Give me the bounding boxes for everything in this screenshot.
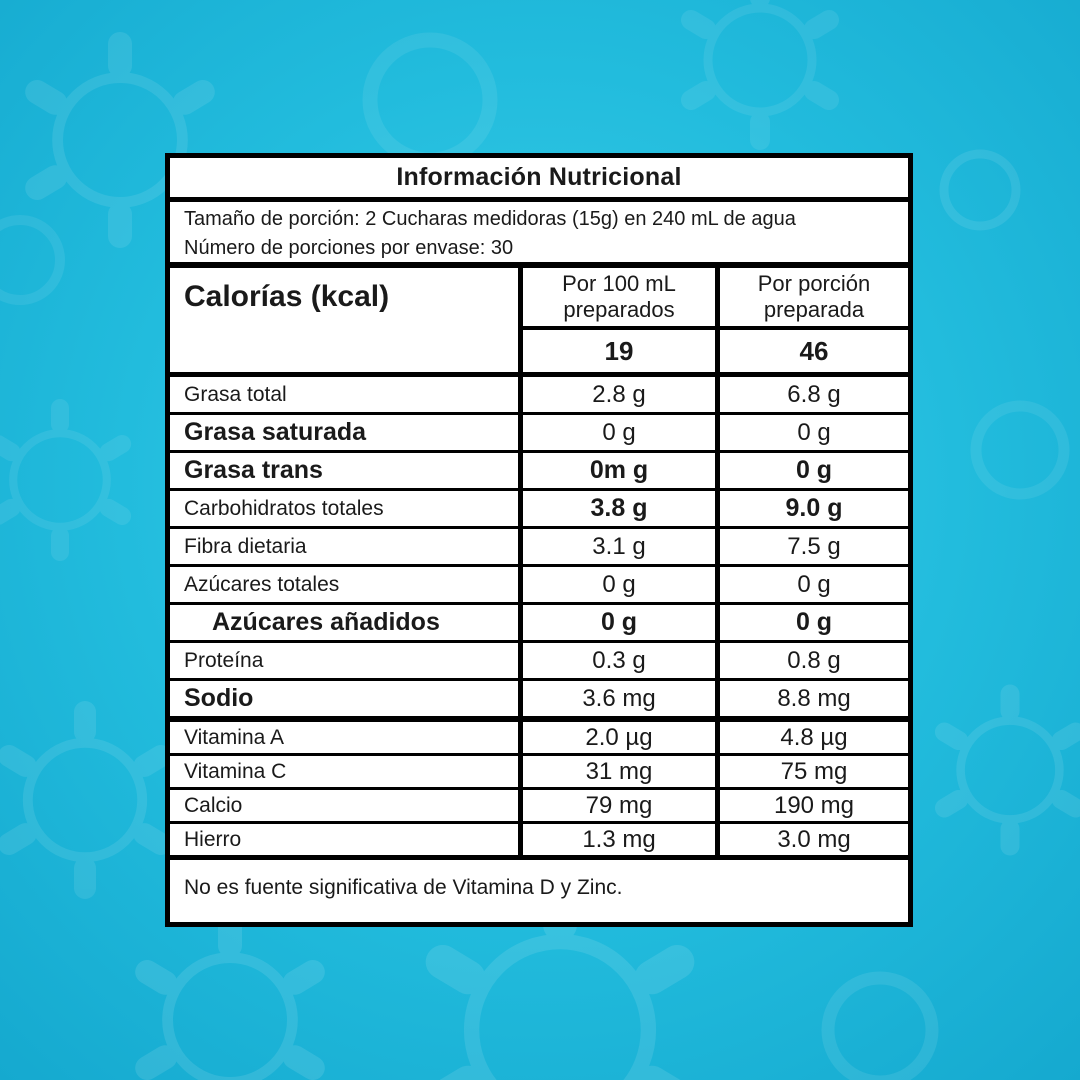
per-100ml-header: [523, 268, 715, 330]
per-100ml-value: 79 mg: [523, 790, 720, 821]
calories-header-section: [170, 268, 908, 377]
per-100ml-column: [523, 268, 720, 372]
per-portion-value: 4.8 µg: [780, 723, 848, 751]
per-100ml-value: 31 mg: [523, 756, 720, 787]
per-100ml-value: 1.3 mg: [523, 824, 720, 855]
nutrient-name: Grasa trans: [170, 453, 523, 488]
table-row: [170, 529, 908, 567]
nutrition-facts-label: [165, 153, 913, 927]
per-100ml-value: 3.8 g: [523, 491, 720, 526]
per-portion-value: 75 mg: [780, 757, 848, 785]
nutrient-name: Azúcares añadidos: [170, 605, 523, 640]
per-100ml-value: 0 g: [523, 415, 720, 450]
per-100ml-value: 2.8 g: [523, 377, 720, 412]
table-row: [170, 605, 908, 643]
table-row: [170, 453, 908, 491]
footnote: No es fuente significativa de Vitamina D y Zinc.: [184, 876, 623, 899]
per-portion-column: [720, 268, 908, 372]
nutrient-name: Vitamina C: [170, 756, 523, 787]
serving-info: [170, 202, 908, 268]
table-row: [170, 377, 908, 415]
nutrient-name: Azúcares totales: [170, 567, 523, 602]
per-portion-value: 8.8 mg: [777, 684, 851, 712]
nutrient-name: Grasa saturada: [170, 415, 523, 450]
per-portion-header-line1: Por porción: [757, 271, 871, 296]
table-row: [170, 415, 908, 453]
per-100ml-value: 0 g: [523, 605, 720, 640]
label-title: Información Nutricional: [170, 158, 908, 202]
nutrient-name: Grasa total: [170, 377, 523, 412]
per-portion-value: 7.5 g: [787, 532, 841, 560]
table-row: [170, 756, 908, 790]
table-row: [170, 790, 908, 824]
table-row: [170, 824, 908, 860]
per-portion-value: 0 g: [797, 418, 831, 446]
per-portion-value: 0.8 g: [787, 646, 841, 674]
nutrient-name: Proteína: [170, 643, 523, 678]
per-100ml-value: 2.0 µg: [523, 722, 720, 753]
per-portion-value: 0 g: [795, 456, 833, 484]
per-portion-value: 9.0 g: [785, 494, 843, 522]
nutrient-name: Hierro: [170, 824, 523, 855]
per-100ml-value: 0m g: [523, 453, 720, 488]
per-100ml-value: 3.1 g: [523, 529, 720, 564]
per-100ml-value: 3.6 mg: [523, 681, 720, 716]
per-portion-value: 6.8 g: [787, 380, 841, 408]
calories-label: Calorías (kcal): [170, 268, 523, 372]
serving-size-line: Tamaño de porción: 2 Cucharas medidoras (15g) en 240 mL de agua: [184, 208, 796, 230]
calories-per-portion-value: 46: [799, 335, 829, 366]
per-portion-value: 190 mg: [773, 791, 855, 819]
servings-per-container-line: Número de porciones por envase: 30: [184, 237, 514, 259]
table-row: [170, 643, 908, 681]
nutrient-name: Sodio: [170, 681, 523, 716]
table-row: [170, 491, 908, 529]
per-100ml-header-line2: preparados: [563, 297, 675, 322]
per-portion-header-line2: preparada: [763, 297, 865, 322]
per-portion-value: 3.0 mg: [777, 825, 851, 853]
per-portion-header: [720, 268, 908, 330]
nutrient-name: Carbohidratos totales: [170, 491, 523, 526]
table-row: [170, 681, 908, 722]
nutrient-name: Fibra dietaria: [170, 529, 523, 564]
per-100ml-value: 0 g: [523, 567, 720, 602]
per-portion-value: 0 g: [795, 608, 833, 636]
nutrient-rows: [170, 377, 908, 860]
table-row: [170, 567, 908, 605]
nutrient-name: Vitamina A: [170, 722, 523, 753]
table-row: [170, 722, 908, 756]
per-100ml-header-line1: Por 100 mL: [562, 271, 676, 296]
nutrient-name: Calcio: [170, 790, 523, 821]
per-100ml-value: 0.3 g: [523, 643, 720, 678]
per-portion-value: 0 g: [797, 570, 831, 598]
calories-per-100ml-value: 19: [604, 335, 634, 366]
